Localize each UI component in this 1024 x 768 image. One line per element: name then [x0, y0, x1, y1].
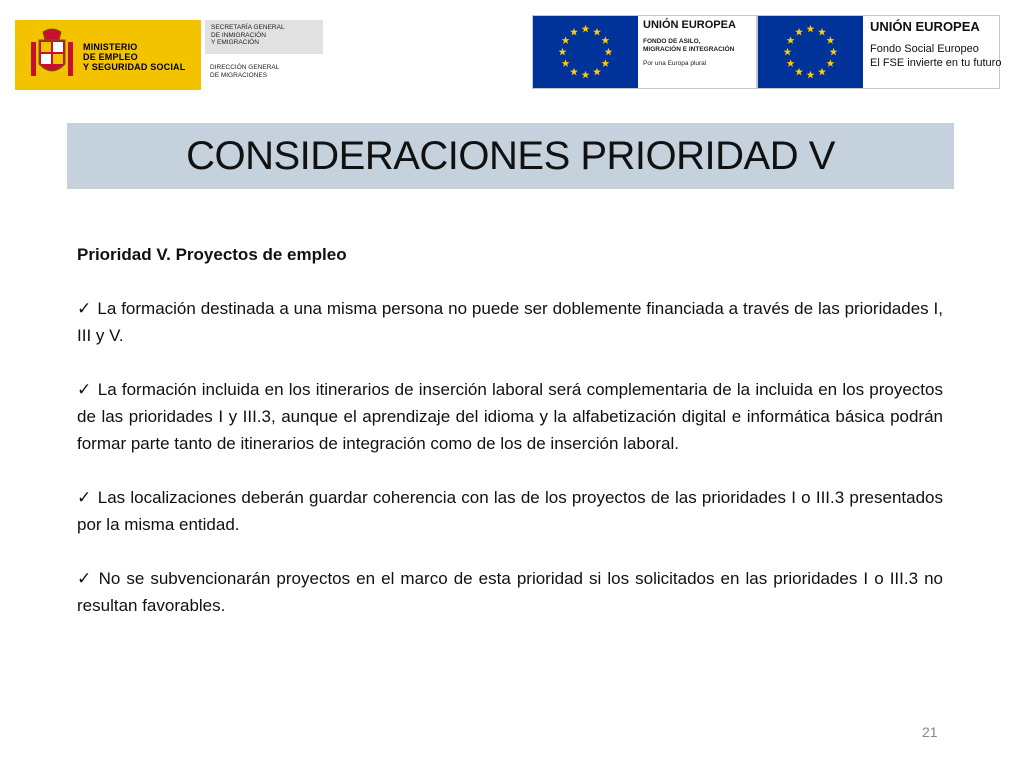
direccion-line-1: DIRECCIÓN GENERAL [210, 64, 280, 71]
ministry-line-1: MINISTERIO [83, 42, 138, 52]
checkmark-icon: ✓ [77, 380, 92, 399]
bullet-text: La formación destinada a una misma persona no puede ser doblemente financiada a través de las prioridades I, III y V. [77, 299, 943, 345]
eu-star-icon [605, 48, 613, 56]
eu-star-icon [787, 59, 795, 67]
bullet-item [77, 376, 943, 457]
eu-star-icon [582, 25, 590, 33]
eu-star-icon [830, 48, 838, 56]
eu-star-icon [818, 68, 826, 76]
eu-star-icon [601, 36, 609, 44]
eu-star-icon [601, 59, 609, 67]
eu-star-icon [784, 48, 792, 56]
secretaria-line-2: DE INMIGRACIÓN [211, 31, 266, 39]
checkmark-icon: ✓ [77, 569, 93, 588]
eu-star-icon [562, 59, 570, 67]
ministry-logo [15, 20, 201, 90]
eu-star-icon [593, 28, 601, 36]
eu-star-icon [582, 71, 590, 79]
eu-star-icon [795, 68, 803, 76]
eu-motto: El FSE invierte en tu futuro [870, 57, 1002, 69]
eu-logo-amif [532, 15, 757, 89]
ministry-line-2: DE EMPLEO [83, 52, 138, 62]
bullet-item [77, 565, 943, 619]
eu-fund: Fondo Social Europeo [870, 43, 979, 55]
eu-fund-line-2: MIGRACIÓN E INTEGRACIÓN [643, 46, 735, 53]
eu-logo-title: UNIÓN EUROPEA [643, 19, 736, 31]
eu-star-icon [559, 48, 567, 56]
slide-title: CONSIDERACIONES PRIORIDAD V [186, 134, 835, 178]
secretaria-logo [205, 20, 323, 54]
eu-star-icon [818, 28, 826, 36]
eu-star-icon [807, 71, 815, 79]
eu-logo-title: UNIÓN EUROPEA [870, 19, 980, 34]
eu-star-icon [795, 28, 803, 36]
eu-star-icon [807, 25, 815, 33]
coat-of-arms-icon [29, 28, 75, 82]
secretaria-line-1: SECRETARÍA GENERAL [211, 24, 285, 31]
eu-logo-fse [757, 15, 1000, 89]
eu-star-icon [562, 36, 570, 44]
slide-content [77, 241, 943, 646]
bullet-item [77, 484, 943, 538]
title-band [67, 123, 954, 189]
eu-star-icon [593, 68, 601, 76]
bullet-item [77, 295, 943, 349]
page-number: 21 [922, 724, 938, 740]
eu-star-icon [826, 36, 834, 44]
bullet-text: Las localizaciones deberán guardar coherencia con las de los proyectos de las prioridades I o III.3 presentados por la misma entidad. [77, 488, 943, 534]
slide-subtitle: Prioridad V. Proyectos de empleo [77, 245, 347, 264]
direccion-line-2: DE MIGRACIONES [210, 71, 268, 79]
eu-star-icon [787, 36, 795, 44]
eu-fund-line-1: FONDO DE ASILO, [643, 38, 701, 45]
secretaria-line-3: Y EMIGRACIÓN [211, 39, 259, 46]
eu-star-icon [826, 59, 834, 67]
bullet-text: La formación incluida en los itinerarios de inserción laboral será complementaria de la incluida en los proyectos de las prioridades I y III.3, aunque el aprendizaje del idioma y la alfabetización digital e informática básica podrán formar parte tanto de itinerarios de integración como de los de inserción laboral. [77, 380, 943, 453]
eu-motto: Por una Europa plural [643, 60, 707, 67]
eu-star-icon [570, 28, 578, 36]
bullet-text: No se subvencionarán proyectos en el marco de esta prioridad si los solicitados en las prioridades I o III.3 no resultan favorables. [77, 569, 944, 615]
eu-flag-icon [533, 16, 638, 88]
checkmark-icon: ✓ [77, 299, 92, 318]
direccion-logo [210, 64, 279, 79]
eu-star-icon [570, 68, 578, 76]
checkmark-icon: ✓ [77, 488, 92, 507]
eu-flag-icon [758, 16, 863, 88]
ministry-line-3: Y SEGURIDAD SOCIAL [83, 62, 186, 72]
